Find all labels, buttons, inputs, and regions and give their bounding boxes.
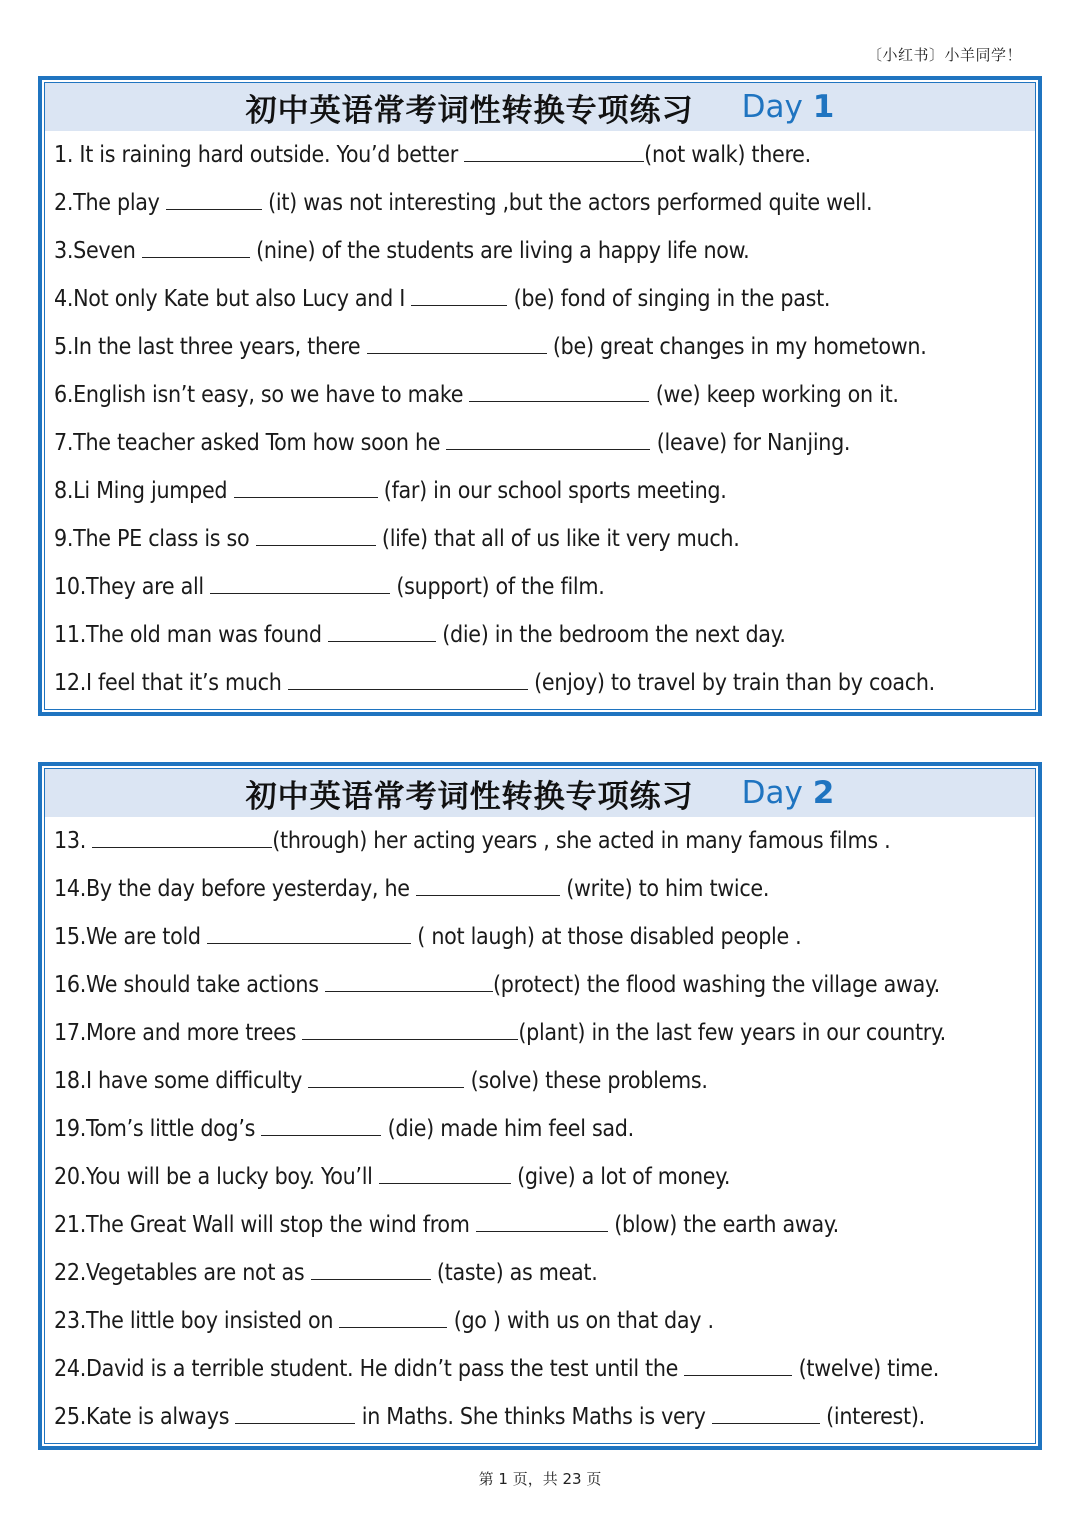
question-hint: (we) keep working on it. [649, 382, 899, 408]
answer-blank[interactable] [328, 621, 436, 642]
question-text: 18.I have some difficulty [54, 1068, 309, 1094]
question-text: 1. It is raining hard outside. You’d better [54, 142, 465, 168]
question-text: 17.More and more trees [54, 1020, 303, 1046]
day-label: Day 1 [741, 89, 835, 125]
answer-blank[interactable] [339, 1307, 447, 1328]
question-text: 9.The PE class is so [54, 526, 256, 552]
question-hint: (taste) as meat. [430, 1260, 598, 1286]
day-label: Day 2 [741, 775, 835, 811]
question-item [54, 371, 1035, 419]
question-text: 11.The old man was found [54, 622, 328, 648]
page-number: 第 1 页，共 23 页 [478, 1470, 602, 1488]
question-text: 3.Seven [54, 238, 142, 264]
question-hint: (enjoy) to travel by train than by coach. [527, 670, 935, 696]
answer-blank[interactable] [464, 141, 644, 162]
question-item [54, 961, 1035, 1009]
question-item [54, 563, 1035, 611]
exercise-section-day-1 [38, 76, 1042, 716]
question-item [54, 1297, 1035, 1345]
question-item [54, 865, 1035, 913]
question-item [54, 1345, 1035, 1393]
answer-blank[interactable] [308, 1067, 464, 1088]
question-item [54, 1105, 1035, 1153]
question-item [54, 419, 1035, 467]
question-hint: (die) in the bedroom the next day. [435, 622, 786, 648]
question-text: 24.David is a terrible student. He didn’t pass the test until the [54, 1356, 685, 1382]
question-hint: (be) fond of singing in the past. [507, 286, 831, 312]
answer-blank[interactable] [235, 1403, 355, 1424]
answer-blank[interactable] [311, 1259, 431, 1280]
question-text: 16.We should take actions [54, 972, 325, 998]
question-text: 5.In the last three years, there [54, 334, 367, 360]
answer-blank[interactable] [261, 1115, 381, 1136]
answer-blank[interactable] [446, 429, 650, 450]
question-item [54, 515, 1035, 563]
question-item [54, 323, 1035, 371]
answer-blank[interactable] [207, 923, 411, 944]
question-hint: (not walk) there. [644, 142, 811, 168]
question-hint: (support) of the film. [390, 574, 605, 600]
section-title: 初中英语常考词性转换专项练习 [245, 778, 694, 815]
question-text: 19.Tom’s little dog’s [54, 1116, 262, 1142]
question-text: 7.The teacher asked Tom how soon he [54, 430, 447, 456]
question-hint: (life) that all of us like it very much. [375, 526, 740, 552]
question-hint: (go ) with us on that day . [447, 1308, 714, 1334]
question-text: 2.The play [54, 190, 166, 216]
question-hint: (protect) the flood washing the village away. [492, 972, 940, 998]
question-hint: (blow) the earth away. [607, 1212, 839, 1238]
section-header [45, 83, 1035, 131]
question-hint: (far) in our school sports meeting. [377, 478, 727, 504]
question-text: 20.You will be a lucky boy. You’ll [54, 1164, 379, 1190]
answer-blank[interactable] [476, 1211, 608, 1232]
question-hint: (through) her acting years , she acted in many famous films . [272, 828, 891, 854]
question-text: 22.Vegetables are not as [54, 1260, 311, 1286]
question-item [54, 817, 1035, 865]
watermark: 〔小红书〕小羊同学！ [866, 46, 1022, 64]
question-text: 6.English isn’t easy, so we have to make [54, 382, 470, 408]
answer-blank[interactable] [256, 525, 376, 546]
question-text: 12.I feel that it’s much [54, 670, 288, 696]
question-item [54, 1009, 1035, 1057]
answer-blank[interactable] [302, 1019, 518, 1040]
answer-blank[interactable] [684, 1355, 792, 1376]
question-hint: (be) great changes in my hometown. [546, 334, 927, 360]
question-hint: in Maths. She thinks Maths is very [355, 1404, 712, 1430]
exercise-section-day-2 [38, 762, 1042, 1450]
question-hint: (give) a lot of money. [510, 1164, 731, 1190]
question-text: 10.They are all [54, 574, 211, 600]
question-text: 8.Li Ming jumped [54, 478, 234, 504]
answer-blank[interactable] [166, 189, 262, 210]
section-title: 初中英语常考词性转换专项练习 [245, 92, 694, 129]
answer-blank[interactable] [234, 477, 378, 498]
answer-blank[interactable] [325, 971, 493, 992]
question-hint: (plant) in the last few years in our country. [518, 1020, 946, 1046]
question-list [45, 131, 1035, 707]
question-text: 14.By the day before yesterday, he [54, 876, 416, 902]
question-hint: (write) to him twice. [560, 876, 770, 902]
answer-blank[interactable] [469, 381, 649, 402]
answer-blank[interactable] [411, 285, 507, 306]
question-list [45, 817, 1035, 1441]
answer-blank[interactable] [379, 1163, 511, 1184]
question-item [54, 227, 1035, 275]
question-item [54, 611, 1035, 659]
question-text: 15.We are told [54, 924, 208, 950]
question-text: 23.The little boy insisted on [54, 1308, 340, 1334]
question-item [54, 131, 1035, 179]
answer-blank[interactable] [288, 669, 528, 690]
question-item [54, 1393, 1035, 1441]
question-hint: (die) made him feel sad. [381, 1116, 634, 1142]
question-item [54, 659, 1035, 707]
section-header [45, 769, 1035, 817]
question-item [54, 1201, 1035, 1249]
question-hint: (it) was not interesting ,but the actors performed quite well. [261, 190, 873, 216]
question-item [54, 275, 1035, 323]
question-item [54, 913, 1035, 961]
question-item [54, 467, 1035, 515]
question-text: 25.Kate is always [54, 1404, 236, 1430]
question-text: 13. [54, 828, 93, 854]
question-item [54, 179, 1035, 227]
question-hint: (nine) of the students are living a happy life now. [249, 238, 750, 264]
question-hint: (twelve) time. [792, 1356, 939, 1382]
answer-blank[interactable] [92, 827, 272, 848]
question-text: 4.Not only Kate but also Lucy and I [54, 286, 412, 312]
question-hint: ( not laugh) at those disabled people . [411, 924, 802, 950]
answer-blank[interactable] [416, 875, 560, 896]
question-item [54, 1057, 1035, 1105]
question-item [54, 1249, 1035, 1297]
answer-blank[interactable] [210, 573, 390, 594]
answer-blank[interactable] [367, 333, 547, 354]
question-hint: (interest). [819, 1404, 925, 1430]
question-hint: (leave) for Nanjing. [650, 430, 851, 456]
question-item [54, 1153, 1035, 1201]
answer-blank[interactable] [712, 1403, 820, 1424]
question-hint: (solve) these problems. [464, 1068, 708, 1094]
answer-blank[interactable] [142, 237, 250, 258]
question-text: 21.The Great Wall will stop the wind from [54, 1212, 476, 1238]
